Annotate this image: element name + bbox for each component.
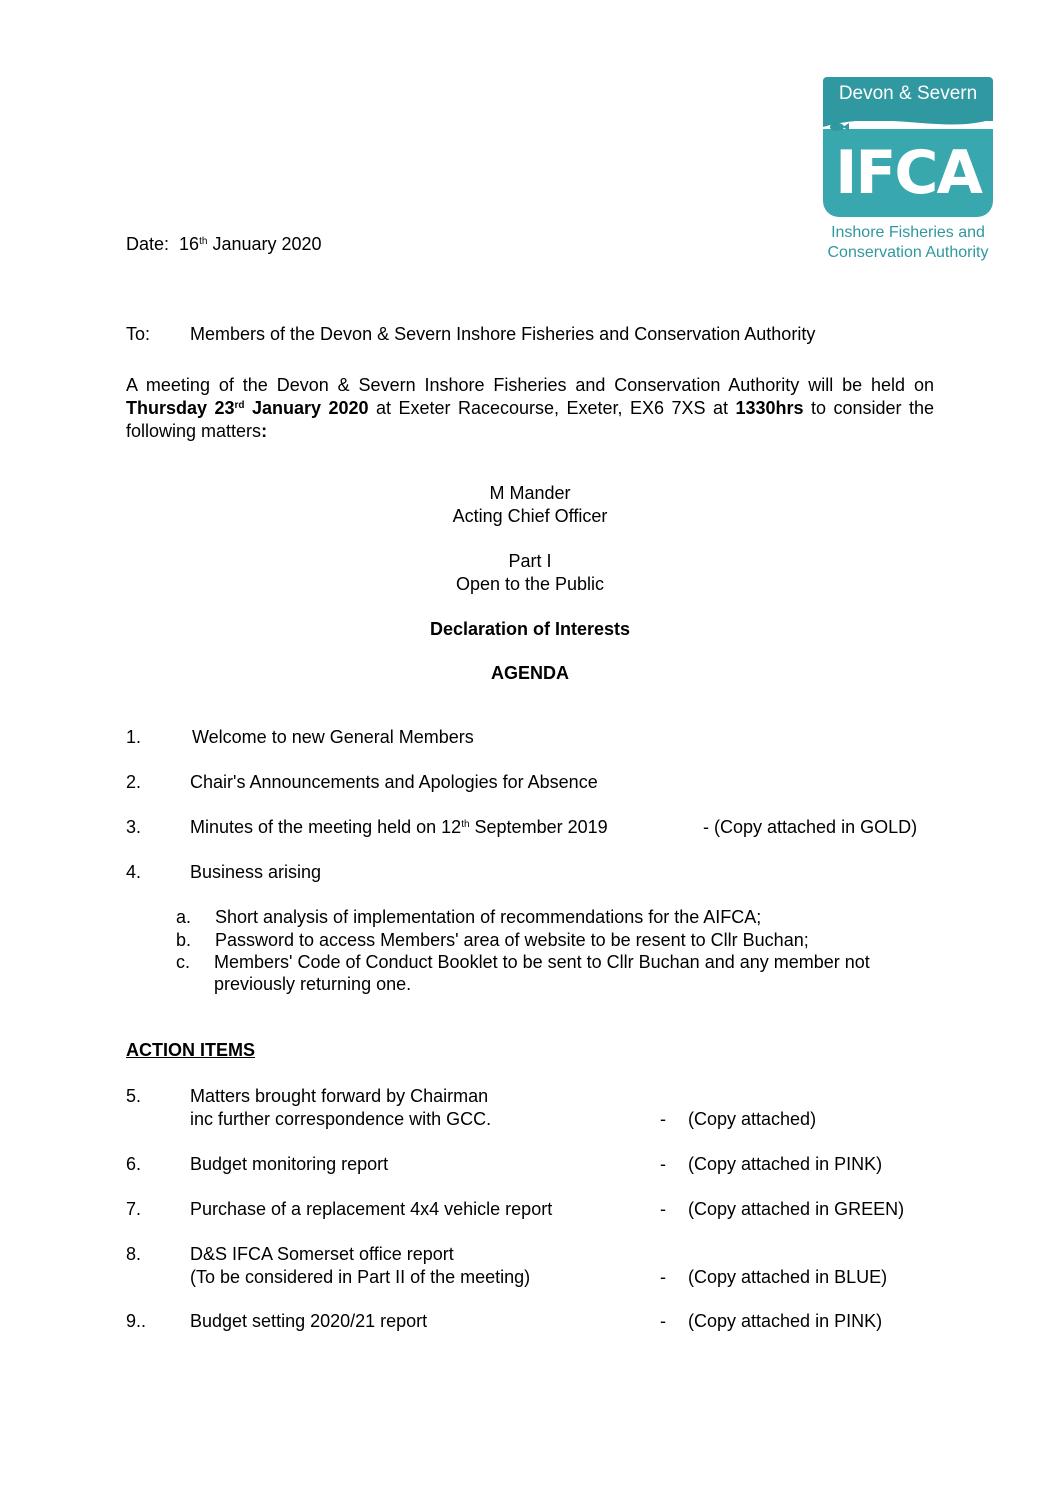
action-8-dash: - bbox=[660, 1267, 666, 1287]
sub-item-a-letter: a. bbox=[176, 907, 192, 927]
item-3-text-before: Minutes of the meeting held on 12 bbox=[190, 817, 462, 837]
logo-subtitle-line1: Inshore Fisheries and bbox=[831, 224, 985, 241]
intro-day: Thursday 23 bbox=[126, 398, 235, 418]
sub-item-b-letter: b. bbox=[176, 930, 192, 950]
action-9-copy: (Copy attached in PINK) bbox=[688, 1311, 883, 1331]
intro-time: 1330hrs bbox=[735, 398, 804, 418]
intro-day-suffix: rd bbox=[234, 400, 245, 411]
date-label: Date: bbox=[126, 234, 170, 254]
sub-item-c-line1: Members' Code of Conduct Booklet to be sent to Cllr Buchan and any member not bbox=[214, 952, 870, 972]
logo-subtitle-line2: Conservation Authority bbox=[827, 244, 989, 261]
action-5-copy: (Copy attached) bbox=[688, 1109, 817, 1129]
intro-part1: A meeting of the Devon & Severn Inshore Fisheries and Conservation Authority will be held on bbox=[126, 375, 934, 395]
item-3-copy: - (Copy attached in GOLD) bbox=[703, 817, 918, 837]
logo-main: IFCA bbox=[823, 129, 993, 217]
logo-banner-text: Devon & Severn bbox=[838, 83, 978, 104]
sub-item-c-line2: previously returning one. bbox=[214, 974, 412, 994]
intro-date: January 2020 bbox=[244, 398, 369, 418]
action-8-copy: (Copy attached in BLUE) bbox=[688, 1267, 888, 1287]
action-8-line1: D&S IFCA Somerset office report bbox=[190, 1244, 454, 1264]
to-text: Members of the Devon & Severn Inshore Fisheries and Conservation Authority bbox=[190, 324, 816, 344]
intro-paragraph bbox=[126, 374, 934, 443]
item-4-number: 4. bbox=[126, 862, 142, 882]
item-4-text: Business arising bbox=[190, 862, 322, 882]
action-7-copy: (Copy attached in GREEN) bbox=[688, 1199, 905, 1219]
part-subheading: Open to the Public bbox=[455, 574, 605, 594]
logo-banner bbox=[823, 77, 993, 121]
action-7-line1: Purchase of a replacement 4x4 vehicle report bbox=[190, 1199, 553, 1219]
item-2-number: 2. bbox=[126, 772, 142, 792]
item-2-text: Chair's Announcements and Apologies for Absence bbox=[190, 772, 598, 792]
action-9-line1: Budget setting 2020/21 report bbox=[190, 1311, 428, 1331]
intro-colon: : bbox=[261, 421, 268, 441]
item-3-text bbox=[190, 816, 608, 839]
to-label: To: bbox=[126, 324, 151, 344]
action-7-number: 7. bbox=[126, 1199, 142, 1219]
part-heading: Part I bbox=[508, 551, 552, 571]
sub-item-b-text: Password to access Members' area of website to be resent to Cllr Buchan; bbox=[215, 930, 809, 950]
action-8-number: 8. bbox=[126, 1244, 142, 1264]
action-5-line1: Matters brought forward by Chairman bbox=[190, 1086, 489, 1106]
action-7-dash: - bbox=[660, 1199, 666, 1219]
action-8-line2: (To be considered in Part II of the meeting) bbox=[190, 1267, 531, 1287]
action-6-dash: - bbox=[660, 1154, 666, 1174]
action-5-dash: - bbox=[660, 1109, 666, 1129]
action-9-number: 9.. bbox=[126, 1311, 147, 1331]
item-1-number: 1. bbox=[126, 727, 142, 747]
item-3-text-after: September 2019 bbox=[469, 817, 608, 837]
action-6-line1: Budget monitoring report bbox=[190, 1154, 389, 1174]
signatory-title: Acting Chief Officer bbox=[452, 506, 608, 526]
date-suffix: th bbox=[199, 236, 208, 247]
intro-part3: to consider the following matters bbox=[126, 398, 935, 441]
action-items-heading: ACTION ITEMS bbox=[126, 1040, 255, 1060]
action-5-number: 5. bbox=[126, 1086, 142, 1106]
agenda-heading: AGENDA bbox=[490, 663, 569, 683]
date-rest: January 2020 bbox=[212, 234, 322, 254]
action-6-copy: (Copy attached in PINK) bbox=[688, 1154, 883, 1174]
ifca-logo bbox=[823, 77, 993, 263]
action-6-number: 6. bbox=[126, 1154, 142, 1174]
sub-item-c-letter: c. bbox=[176, 952, 191, 972]
item-3-suffix: th bbox=[461, 819, 470, 830]
action-5-line2: inc further correspondence with GCC. bbox=[190, 1109, 492, 1129]
item-1-text: Welcome to new General Members bbox=[192, 727, 474, 747]
action-9-dash: - bbox=[660, 1311, 666, 1331]
sub-item-a-text: Short analysis of implementation of recommendations for the AIFCA; bbox=[215, 907, 762, 927]
date-day: 16 bbox=[179, 234, 200, 254]
item-3-number: 3. bbox=[126, 817, 142, 837]
intro-part2: at Exeter Racecourse, Exeter, EX6 7XS at bbox=[368, 398, 736, 418]
signatory-name: M Mander bbox=[489, 483, 571, 503]
date-line bbox=[126, 233, 322, 256]
declaration-heading: Declaration of Interests bbox=[429, 619, 631, 639]
